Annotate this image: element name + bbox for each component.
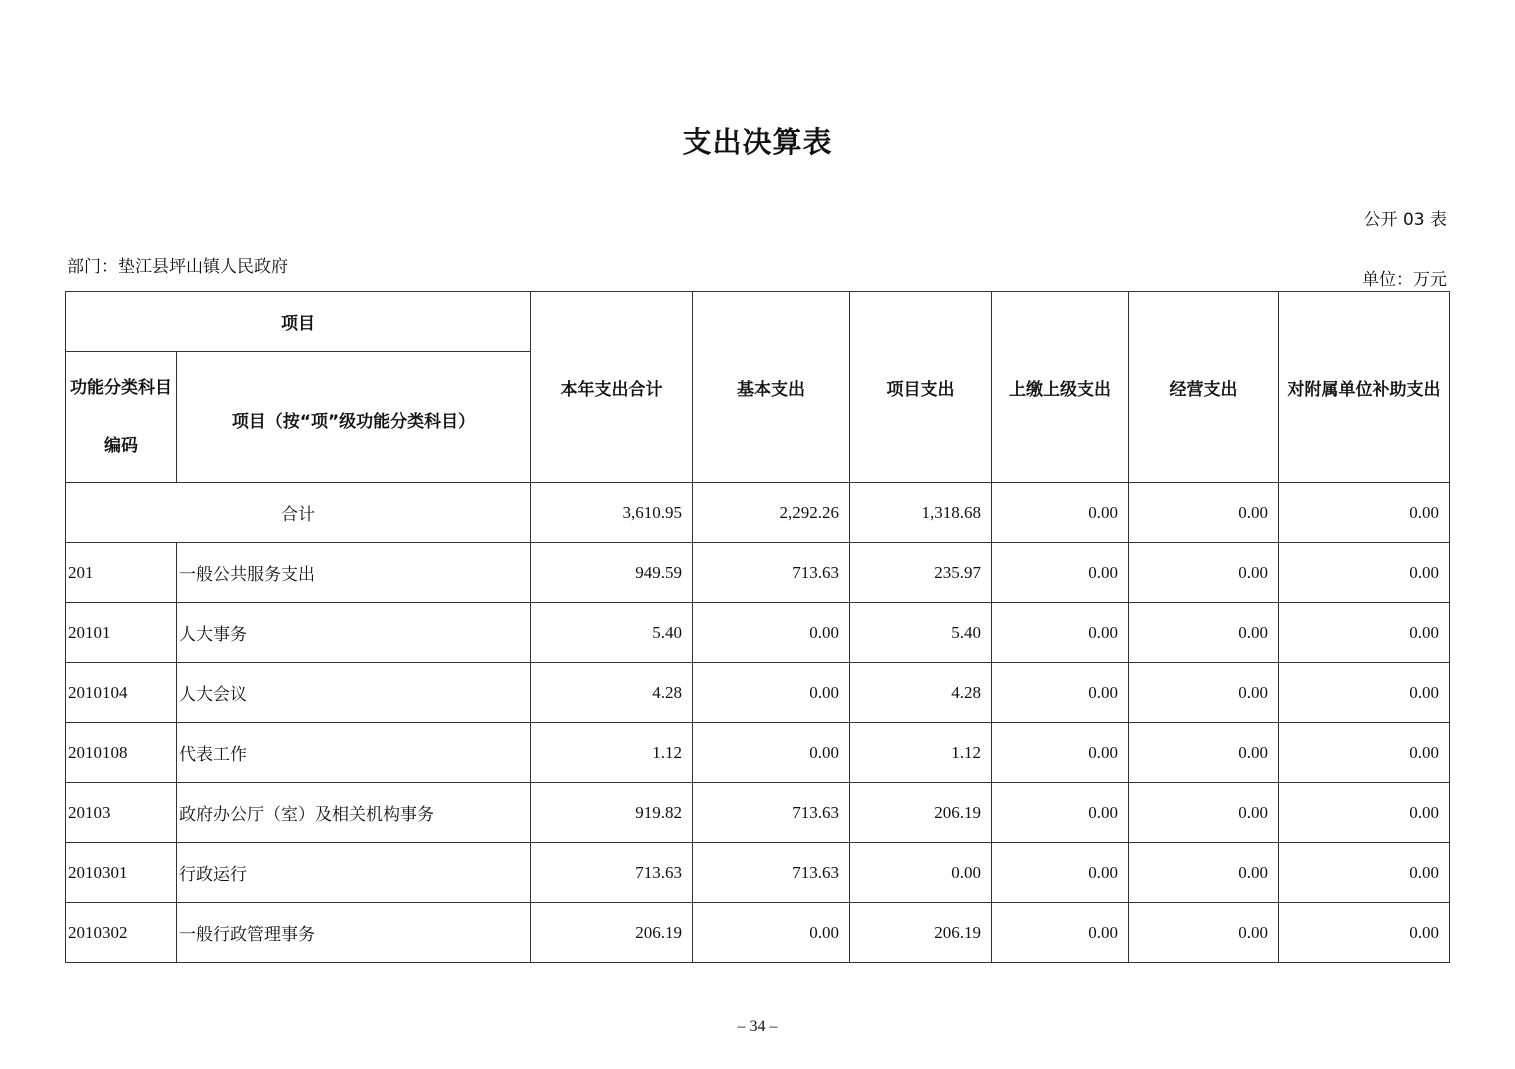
- row-value: 713.63: [693, 543, 850, 603]
- row-value: 0.00: [992, 903, 1129, 963]
- page-title: 支出决算表: [682, 125, 833, 159]
- row-value: 0.00: [1129, 723, 1279, 783]
- row-code: 20103: [66, 783, 177, 843]
- total-value: 3,610.95: [531, 483, 693, 543]
- row-value: 0.00: [992, 843, 1129, 903]
- table-row: [66, 783, 1450, 843]
- unit-label: 单位：万元: [1362, 270, 1447, 290]
- row-value: 235.97: [850, 543, 992, 603]
- header-total: 本年支出合计: [531, 292, 693, 483]
- row-value: 713.63: [693, 783, 850, 843]
- total-value: 2,292.26: [693, 483, 850, 543]
- header-code-line1: 功能分类科目: [70, 378, 172, 398]
- row-code: 2010104: [66, 663, 177, 723]
- row-code: 2010108: [66, 723, 177, 783]
- row-value: 5.40: [531, 603, 693, 663]
- row-value: 0.00: [1279, 843, 1450, 903]
- row-value: 1.12: [850, 723, 992, 783]
- table-row: [66, 723, 1450, 783]
- header-upper-payment: 上缴上级支出: [992, 292, 1129, 483]
- row-value: 0.00: [1129, 663, 1279, 723]
- row-value: 713.63: [531, 843, 693, 903]
- row-value: 206.19: [850, 903, 992, 963]
- row-value: 919.82: [531, 783, 693, 843]
- total-value: 0.00: [992, 483, 1129, 543]
- row-value: 0.00: [992, 723, 1129, 783]
- row-name: 政府办公厅（室）及相关机构事务: [177, 783, 531, 843]
- row-value: 0.00: [1279, 723, 1450, 783]
- header-project: 项目: [66, 292, 531, 352]
- row-value: 0.00: [992, 783, 1129, 843]
- total-value: 1,318.68: [850, 483, 992, 543]
- table-row: [66, 663, 1450, 723]
- row-name: 行政运行: [177, 843, 531, 903]
- row-value: 0.00: [1279, 543, 1450, 603]
- row-value: 206.19: [850, 783, 992, 843]
- header-operating: 经营支出: [1129, 292, 1279, 483]
- row-value: 0.00: [992, 663, 1129, 723]
- table-row: [66, 603, 1450, 663]
- row-value: 0.00: [992, 543, 1129, 603]
- row-value: 0.00: [1129, 543, 1279, 603]
- row-value: 0.00: [850, 843, 992, 903]
- row-value: 949.59: [531, 543, 693, 603]
- row-value: 4.28: [850, 663, 992, 723]
- header-code-line2: 编码: [104, 436, 138, 456]
- row-value: 4.28: [531, 663, 693, 723]
- expenditure-table: [65, 291, 1450, 963]
- row-code: 2010302: [66, 903, 177, 963]
- header-row-top: [66, 292, 1450, 352]
- row-value: 0.00: [1129, 603, 1279, 663]
- table-row: [66, 843, 1450, 903]
- header-project-expenditure: 项目支出: [850, 292, 992, 483]
- row-value: 0.00: [1129, 783, 1279, 843]
- row-value: 0.00: [992, 603, 1129, 663]
- page-number: – 34 –: [737, 1018, 778, 1035]
- row-value: 0.00: [1129, 903, 1279, 963]
- row-value: 0.00: [693, 663, 850, 723]
- total-label: 合计: [66, 483, 531, 543]
- row-value: 0.00: [1129, 843, 1279, 903]
- row-value: 0.00: [1279, 783, 1450, 843]
- row-name: 代表工作: [177, 723, 531, 783]
- row-name: 一般行政管理事务: [177, 903, 531, 963]
- row-value: 0.00: [693, 603, 850, 663]
- row-value: 206.19: [531, 903, 693, 963]
- row-value: 0.00: [693, 903, 850, 963]
- row-code: 201: [66, 543, 177, 603]
- header-code: [66, 352, 177, 483]
- total-value: 0.00: [1279, 483, 1450, 543]
- row-code: 20101: [66, 603, 177, 663]
- total-row: [66, 483, 1450, 543]
- row-value: 0.00: [1279, 603, 1450, 663]
- header-basic: 基本支出: [693, 292, 850, 483]
- table-row: [66, 903, 1450, 963]
- row-value: 0.00: [693, 723, 850, 783]
- row-value: 5.40: [850, 603, 992, 663]
- row-name: 一般公共服务支出: [177, 543, 531, 603]
- row-code: 2010301: [66, 843, 177, 903]
- table-row: [66, 543, 1450, 603]
- row-value: 0.00: [1279, 663, 1450, 723]
- row-name: 人大会议: [177, 663, 531, 723]
- row-value: 713.63: [693, 843, 850, 903]
- row-value: 0.00: [1279, 903, 1450, 963]
- form-number: 公开 03 表: [1363, 210, 1447, 230]
- total-value: 0.00: [1129, 483, 1279, 543]
- row-name: 人大事务: [177, 603, 531, 663]
- header-subsidy: 对附属单位补助支出: [1279, 292, 1450, 483]
- department-label: 部门：垫江县坪山镇人民政府: [67, 257, 288, 277]
- header-name: 项目（按“项”级功能分类科目）: [177, 352, 531, 483]
- row-value: 1.12: [531, 723, 693, 783]
